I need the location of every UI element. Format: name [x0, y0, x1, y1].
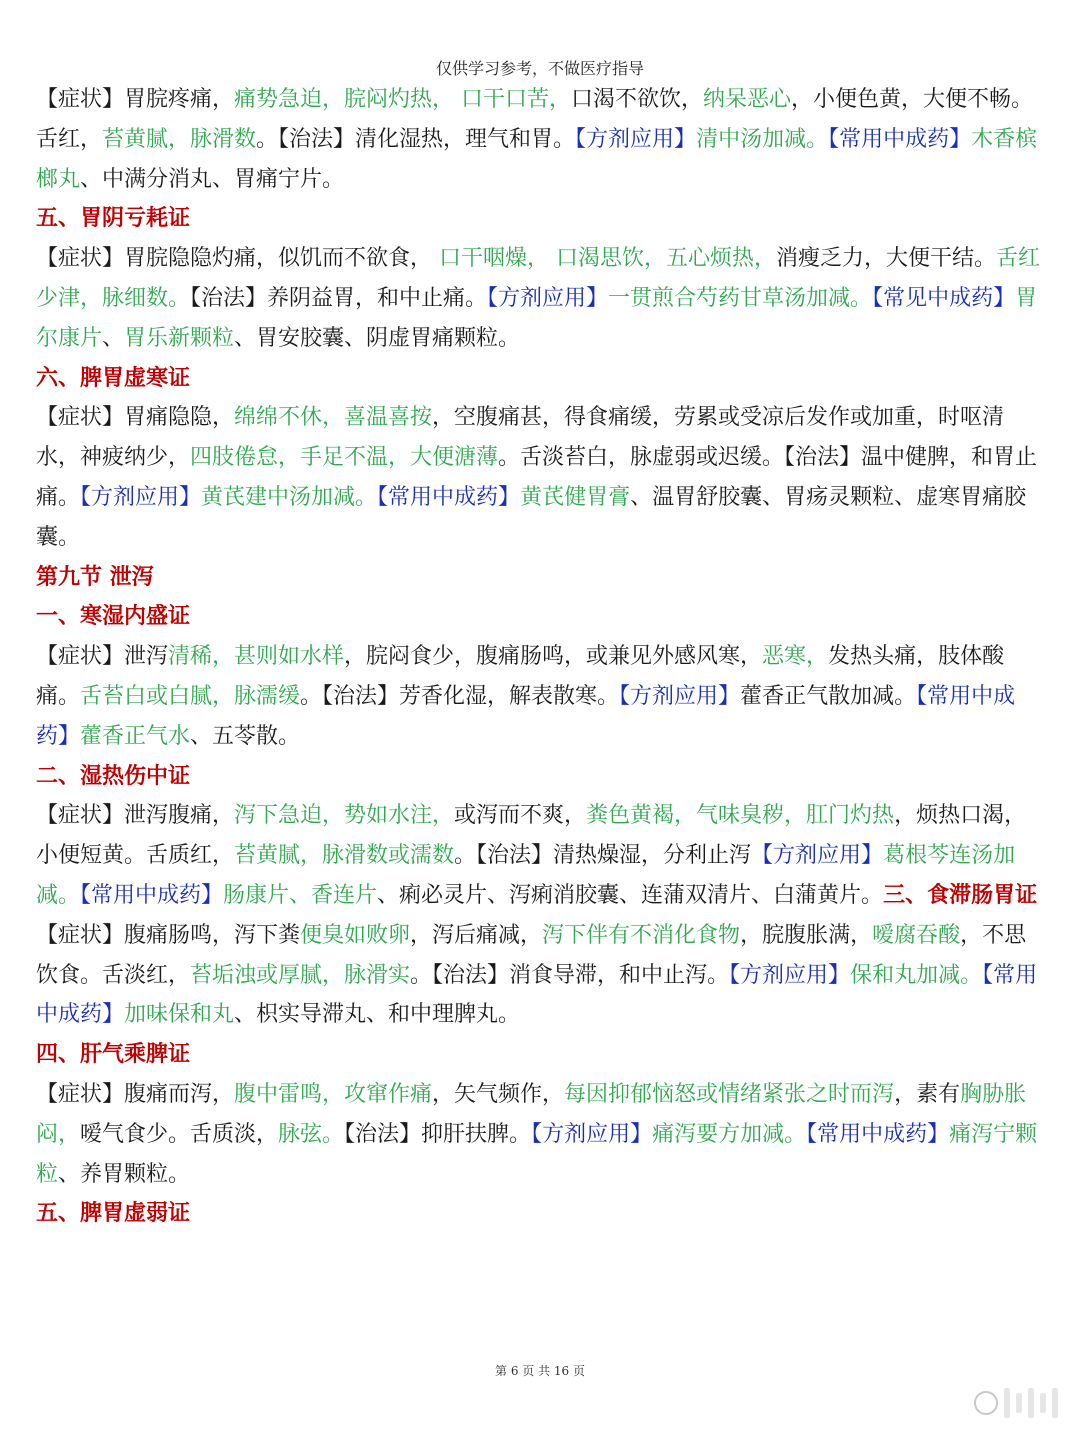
text-segment: 、五苓散。: [190, 723, 301, 749]
text-segment: 痛泻要方加减。: [652, 1121, 807, 1147]
text-segment: 口渴不欲饮，: [571, 87, 704, 112]
section-heading: 二、湿热伤中证: [36, 763, 191, 789]
text-segment: 舌苔白或白腻，脉濡缓: [80, 683, 301, 709]
text-segment: 保和丸加减。: [850, 962, 983, 988]
text-segment: 清中汤加减。: [696, 126, 829, 152]
text-segment: 纳呆恶心: [703, 87, 792, 112]
watermark-bar-icon: [1004, 1388, 1010, 1418]
text-segment: 苔黄腻，脉滑数或濡数: [234, 843, 455, 869]
text-segment: 消瘦乏力，大便干结。: [776, 246, 997, 272]
text-segment: 胸胁胀闷，: [36, 1081, 1027, 1147]
text-segment: 【症状】腹痛肠鸣，泻下粪: [36, 922, 301, 948]
watermark-circle-icon: [974, 1391, 998, 1415]
text-segment: ，脘腹胀满，: [740, 922, 873, 948]
watermark-bar-icon: [1016, 1393, 1022, 1413]
text-segment: 【症状】胃脘疼痛，: [36, 87, 235, 112]
text-segment: 。舌淡苔白，脉虚弱或迟缓。【治法】温中健脾，和胃止痛。: [36, 445, 1038, 510]
text-segment: 葛根芩连汤加减。: [36, 843, 1016, 908]
text-segment: 藿香正气水: [80, 723, 191, 749]
text-segment: 痛泻宁颗粒: [36, 1121, 1038, 1187]
text-segment: 【症状】腹痛而泻，: [36, 1081, 235, 1107]
text-segment: 、枳实导滞丸、和中理脾丸。: [234, 1002, 521, 1028]
text-segment: 【治法】抑肝扶脾。: [344, 1121, 532, 1147]
text-segment: 【方剂应用】: [487, 285, 609, 311]
watermark-bar-icon: [1040, 1393, 1046, 1413]
text-segment: 【方剂应用】: [751, 843, 884, 869]
text-segment: 每因抑郁恼怒或情绪紧张之时而泻: [564, 1081, 895, 1107]
text-segment: 黄芪健胃膏: [520, 484, 631, 510]
text-segment: ，不思饮食。舌淡红，: [36, 922, 1027, 988]
text-segment: 。【治法】芳香化湿，解表散寒。: [300, 683, 620, 709]
text-segment: 【常用中成药】: [828, 126, 972, 152]
text-segment: 胃乐新颗粒: [124, 325, 235, 351]
text-segment: ，脘闷食少，腹痛肠鸣，或兼见外感风寒，: [344, 644, 763, 670]
text-segment: 胃尔康片: [36, 285, 1038, 351]
watermark-icon: [974, 1386, 1058, 1420]
text-segment: 脉弦。: [278, 1121, 345, 1147]
paragraph: [36, 916, 1048, 1035]
text-segment: ，空腹痛甚，得食痛缓，劳累或受凉后发作或加重，时呕清水，神疲纳少，: [36, 405, 1005, 471]
text-segment: 苔黄腻，脉滑数: [102, 126, 257, 152]
text-segment: 绵绵不休，喜温喜按: [234, 405, 433, 431]
text-segment: 、: [102, 325, 125, 351]
paragraph: [36, 398, 1048, 557]
text-segment: 痛势急迫，脘闷灼热， 口干口苦，: [234, 87, 572, 112]
text-segment: 一贯煎合芍药甘草汤加减。: [608, 285, 873, 311]
text-segment: 、养胃颗粒。: [58, 1161, 191, 1187]
paragraph: [36, 239, 1048, 358]
section-heading: 五、胃阴亏耗证: [36, 206, 191, 232]
text-segment: 【治法】养阴益胃，和中止痛。: [190, 285, 488, 311]
text-segment: 、温胃舒胶囊、胃疡灵颗粒、虚寒胃痛胶囊。: [36, 484, 1027, 550]
text-segment: ，矢气频作，: [432, 1081, 565, 1107]
text-segment: 、中满分消丸、胃痛宁片。: [80, 166, 345, 192]
text-segment: 粪色黄褐，气味臭秽，肛门灼热: [586, 803, 895, 829]
text-segment: 藿香正气散加减。: [740, 683, 917, 709]
text-segment: 。【治法】清化湿热，理气和胃。: [256, 126, 576, 152]
text-segment: 【方剂应用】: [531, 1121, 653, 1147]
text-segment: ，烦热口渴，小便短黄。舌质红，: [36, 803, 1027, 869]
text-segment: 加味保和丸: [124, 1002, 235, 1028]
section-heading: 一、寒湿内盛证: [36, 604, 191, 630]
text-segment: 【常用中成药】: [806, 1121, 950, 1147]
text-segment: 【症状】胃痛隐隐，: [36, 405, 235, 431]
text-segment: 发热头痛，肢体酸痛。: [36, 644, 1005, 709]
text-segment: 黄芪建中汤加减。: [201, 484, 378, 510]
watermark-bar-icon: [1052, 1388, 1058, 1418]
page-header: 仅供学习参考，不做医疗指导: [435, 59, 644, 78]
text-segment: 【方剂应用】: [729, 962, 851, 988]
paragraph: [36, 80, 1048, 199]
text-segment: 【常用中成药】: [36, 962, 1038, 1028]
text-segment: ，泻后痛减，: [410, 922, 543, 948]
text-segment: 。【治法】清热燥湿，分利止泻: [454, 843, 752, 869]
paragraph: [36, 637, 1048, 756]
watermark-bar-icon: [1028, 1388, 1034, 1418]
section-heading: 第九节 泄泻: [36, 564, 154, 590]
text-segment: 肠康片、香连片: [223, 882, 378, 908]
page-footer: 第 6 页 共 16 页: [495, 1364, 585, 1378]
paragraph: [36, 796, 1048, 915]
text-segment: 苔垢浊或厚腻，脉滑实: [190, 962, 411, 988]
text-segment: 。【治法】消食导滞，和中止泻。: [410, 962, 730, 988]
text-segment: 【常见中成药】: [872, 285, 1016, 311]
text-segment: 、胃安胶囊、阴虚胃痛颗粒。: [234, 325, 521, 351]
section-heading: 六、脾胃虚寒证: [36, 365, 191, 391]
text-segment: 或泻而不爽，: [454, 803, 587, 829]
text-segment: 【常用中成药】: [36, 683, 1016, 749]
text-segment: ，小便色黄，大便不畅。舌红，: [36, 87, 1034, 152]
text-segment: 恶寒，: [762, 644, 829, 670]
text-segment: 腹中雷鸣，攻窜作痛: [234, 1081, 433, 1107]
text-segment: 【症状】泄泻腹痛，: [36, 803, 235, 829]
text-segment: 【方剂应用】: [80, 484, 202, 510]
text-segment: 嗳腐吞酸: [872, 922, 961, 948]
text-segment: 【症状】泄泻: [36, 644, 169, 670]
text-segment: 【方剂应用】: [619, 683, 741, 709]
text-segment: 便臭如败卵: [300, 922, 411, 948]
text-segment: 四肢倦怠，手足不温，大便溏薄: [190, 445, 499, 471]
text-segment: 嗳气食少。舌质淡，: [80, 1121, 279, 1147]
text-segment: ，素有: [894, 1081, 961, 1107]
text-segment: 【方剂应用】: [575, 126, 697, 152]
text-segment: 口干咽燥， 口渴思饮，五心烦热，: [439, 246, 776, 272]
text-segment: 【症状】胃脘隐隐灼痛，似饥而不欲食，: [36, 246, 439, 272]
paragraph: [36, 1075, 1048, 1194]
text-segment: 【常用中成药】: [377, 484, 521, 510]
document-body: [36, 80, 1048, 1234]
text-segment: 舌红少津，脉细数。: [36, 246, 1041, 311]
text-segment: 清稀，甚则如水样: [168, 644, 345, 670]
section-heading: 五、脾胃虚弱证: [36, 1201, 191, 1227]
text-segment: 、痢必灵片、泻痢消胶囊、连蒲双清片、白蒲黄片。: [377, 882, 884, 908]
text-segment: 【常用中成药】: [80, 882, 224, 908]
section-heading: 四、肝气乘脾证: [36, 1042, 191, 1068]
text-segment: 泻下急迫，势如水注，: [234, 803, 455, 829]
text-segment: 木香槟榔丸: [36, 126, 1038, 192]
text-segment: 泻下伴有不消化食物: [542, 922, 741, 948]
text-segment: 三、食滞肠胃证: [883, 882, 1038, 908]
